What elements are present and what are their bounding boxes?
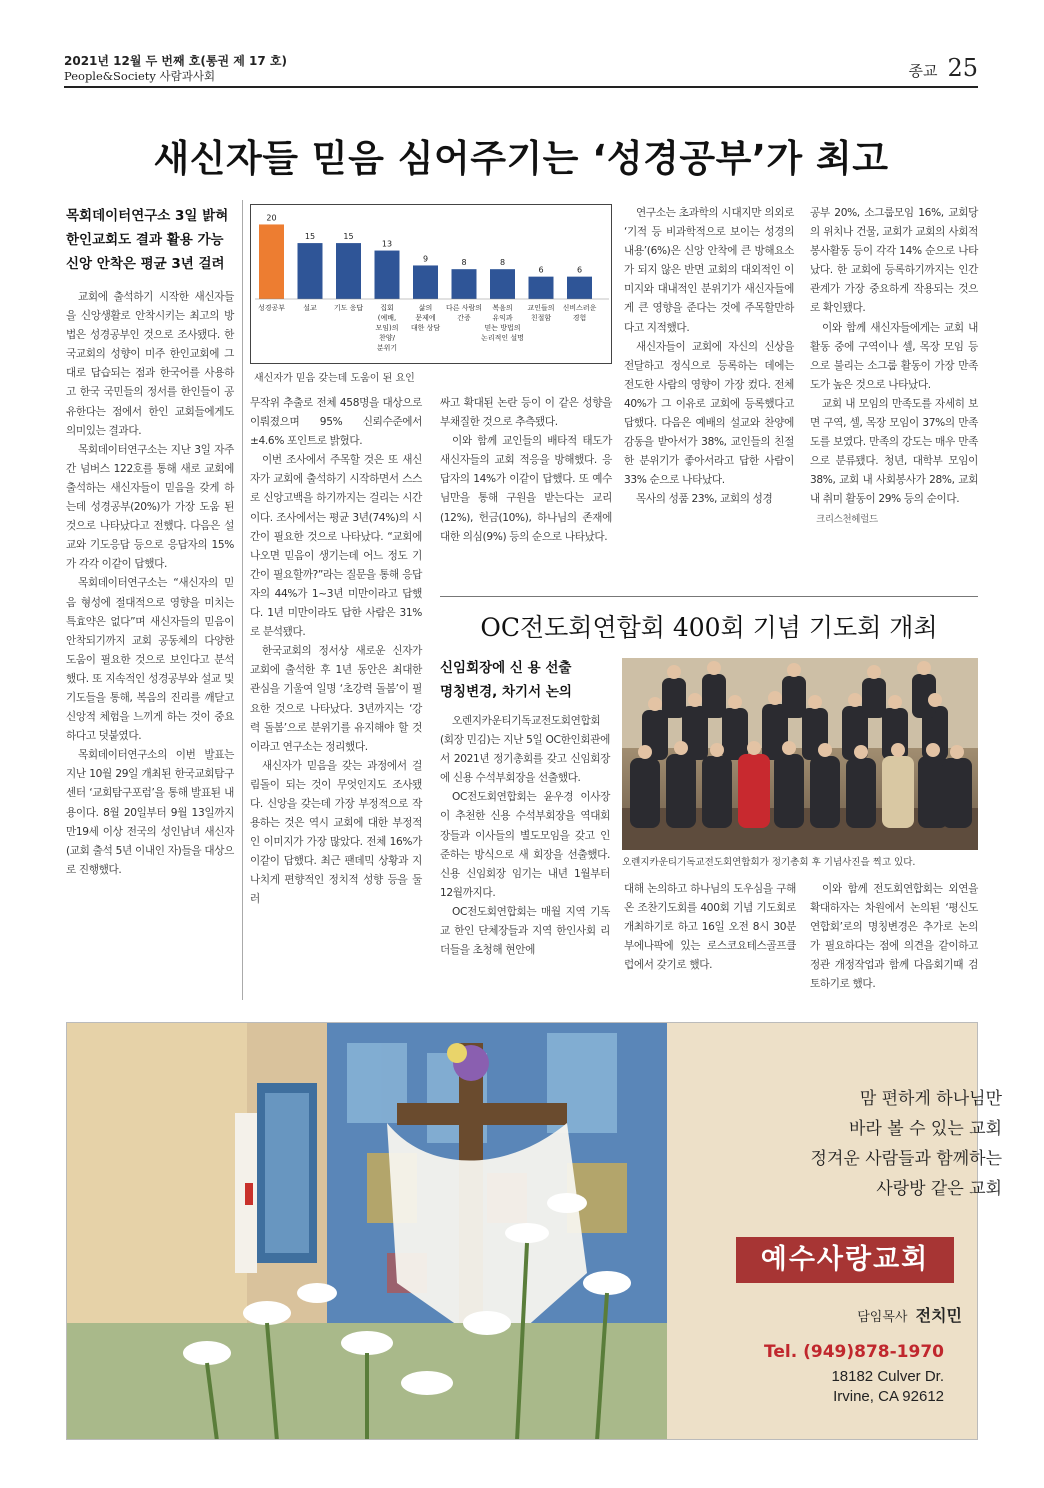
paragraph: 공부 20%, 소그룹모임 16%, 교회당의 위치나 건물, 교회가 교회의 사회적 봉사활동 등이 각각 14% 순으로 나타났다. 한 교회에 등록하기까지는 인간관계가 가장 중요하게 작용되는 것으로 확인됐다.	[810, 207, 978, 315]
bar-value-label: 13	[381, 239, 393, 249]
church-name-banner: 예수사랑교회	[736, 1237, 954, 1283]
article2-column-2	[624, 880, 796, 975]
category-label: 복음의 유익과 믿는 방법의 논리적인 설명	[481, 304, 524, 342]
bar-value-label: 15	[343, 232, 354, 242]
paragraph: 목사의 성품 23%, 교회의 성경	[636, 493, 773, 506]
category-label: 성경공부	[257, 304, 286, 312]
subhead-line: 명칭변경, 차기서 논의	[440, 684, 572, 700]
address-line: Irvine, CA 92612	[833, 1388, 944, 1405]
publication-name: People&Society 사람과사회	[64, 69, 216, 83]
paragraph: 목회데이터연구소의 이번 발표는 지난 10월 29일 개최된 한국교회탐구센터 ‘교회탐구포럼’을 통해 발표된 내용이다. 8월 20일부터 9월 13일까지 만19세 이상 전국의 성인남녀 새신자(교회 출석 5년 이내인 자)들을 대상으로 진행했다.	[66, 749, 234, 876]
article1-headline: 새신자들 믿음 심어주기는 ‘성경공부’가 최고	[153, 137, 889, 180]
group-photo	[622, 658, 978, 850]
masthead	[64, 50, 978, 88]
article1-subheads	[66, 204, 228, 276]
article1-column-4	[624, 204, 794, 510]
bar	[259, 224, 284, 299]
bar	[452, 269, 477, 299]
paragraph: 이번 조사에서 주목할 것은 또 새신자가 교회에 출석하기 시작하면서 스스로 신앙고백을 하기까지는 걸리는 시간이다. 조사에서는 평균 3년(74%)의 시간이 필요한 것으로 나타났다. “교회에 나오면 믿음이 생기는데 어느 정도 기간이 필요할까?”라는 질문을 통해 응답자의 44%가 1~3년 미만이라고 답했다. 1년 미만이라도 답한 사람은 31%로 분석됐다.	[250, 454, 422, 639]
section-and-page	[908, 54, 978, 82]
paragraph: 대해 논의하고 하나님의 도우심을 구해 온 조찬기도회를 400회 기념 기도회로 개최하기로 하고 16일 오전 8시 30분 부에나팍에 있는 로스코요테스골프클럽에서 갖기로 했다.	[624, 883, 796, 972]
article2-headline: OC전도회연합회 400회 기념 기도회 개최	[480, 613, 938, 642]
article2-subheads	[440, 656, 572, 704]
bar-value-label: 9	[422, 254, 429, 264]
bar	[375, 251, 400, 299]
category-label: 다른 사람의 간증	[445, 304, 483, 322]
ad-slogan-line: 바라 볼 수 있는 교회	[849, 1119, 1002, 1139]
article1-column-3	[440, 394, 612, 547]
section-divider	[440, 596, 978, 597]
bar-value-label: 8	[499, 258, 506, 268]
article2-column-1	[440, 712, 610, 960]
bar	[567, 277, 592, 299]
ad-slogan-line: 맘 편하게 하나님만	[859, 1089, 1002, 1109]
paragraph: 오렌지카운티기독교전도회연합회(회장 민김)는 지난 5일 OC한인회관에서 2021년 정기총회를 갖고 신임회장에 신용 수석부회장을 선출했다.	[440, 715, 610, 785]
paragraph: 싸고 확대된 논란 등이 이 같은 성향을 부채질한 것으로 추측됐다.	[440, 397, 612, 429]
chart-caption: 새신자가 믿음 갖는데 도움이 된 요인	[254, 373, 415, 384]
paragraph: 교회에 출석하기 시작한 새신자들을 신앙생활로 안착시키는 최고의 방법은 성경공부인 것으로 조사됐다. 한국교회의 성향이 미주 한인교회에 그대로 답습되는 점과 한국어를 사용하고 한국 국민들의 정서를 한인들이 공유한다는 점에서 한인 교회들에게도 의미있는 결과다.	[66, 291, 234, 437]
bar-chart-svg	[251, 205, 613, 365]
pastor-title: 담임목사	[857, 1310, 908, 1325]
paragraph: 목회데이터연구소는 “새신자의 믿음 형성에 절대적으로 영향을 미치는 특효약은 없다”며 새신자들의 믿음이 안착되기까지 교회 공동체의 다양한 도움이 필요한 것으로 보인다고 분석했다. 또 지속적인 성경공부와 설교 및 기도들을 통해, 복음의 진리를 깨닫고 신앙적 체험을 느끼게 하는 것이 중요하다고 덧붙였다.	[66, 577, 234, 743]
paragraph: OC전도회연합회는 매월 지역 기독교 한인 단체장들과 지역 한인사회 리더들을 초청해 현안에	[440, 905, 610, 957]
paragraph: 새신자가 믿음을 갖는 과정에서 걸림돌이 되는 것이 무엇인지도 조사됐다. 신앙을 갖는데 가장 부정적으로 작용하는 것은 역시 교회에 대한 부정적인 이미지가 가장 많았다. 전체 16%가 이같이 답했다. 최근 팬데믹 상황과 지나치게 편향적인 정치적 성향 등을 둘러	[250, 759, 422, 906]
category-label: 삶의 문제에 대한 상담	[410, 304, 441, 332]
photo-caption: 오렌지카운티기독교전도회연합회가 정기총회 후 기념사진을 찍고 있다.	[622, 857, 916, 868]
paragraph: OC전도회연합회는 윤우경 이사장이 추천한 신용 수석부회장을 역대회장들과 이사들의 별도모임을 갖고 인준하는 방식으로 새 회장을 선출했다. 신용 신임회장 임기는 내년 1월부터 12월까지다.	[440, 791, 610, 899]
paragraph: 이와 함께 새신자들에게는 교회 내 활동 중에 구역이나 셀, 목장 모임 등으로 불리는 소그룹 활동이 가장 만족도가 높은 것으로 나타났다.	[810, 321, 978, 391]
subhead-line: 한인교회도 결과 활용 가능	[66, 232, 224, 248]
bar-value-label: 6	[538, 265, 544, 275]
category-label: 신비스러운 경험	[562, 304, 597, 322]
ad-slogan-line: 정겨운 사람들과 함께하는	[810, 1149, 1002, 1169]
bar-value-label: 6	[576, 265, 583, 275]
category-label: 설교	[303, 304, 317, 312]
bar	[336, 243, 361, 299]
paragraph: 한국교회의 정서상 새로운 신자가 교회에 출석한 후 1년 동안은 최대한 관심을 기울여 일명 ‘초강력 돌봄’이 필요한 것으로 나타났다. 3년까지는 ‘강력 돌봄’으로 분위기를 유지해야 할 것이라고 연구소는 정리했다.	[250, 645, 422, 753]
paragraph: 교회 내 모임의 만족도를 자세히 보면 구역, 셀, 목장 모임이 37%의 만족도를 보였다. 만족의 강도는 매우 만족으로 분류됐다. 청년, 대학부 모임이 38%, 교회 내 사회봉사가 28%, 교회 내 취미 활동이 29% 등의 순이다.	[810, 397, 978, 506]
paragraph: 연구소는 초과학의 시대지만 의외로 ‘기적 등 비과학적으로 보이는 성경의 내용’(6%)은 신앙 안착에 큰 방해요소가 되지 않은 반면 교회의 대외적인 이미지와 대내적인 분위기가 새신자들에게 큰 영향을 준다는 것에 주목할만하다고 지적했다.	[624, 207, 794, 334]
bar-chart	[250, 204, 612, 364]
paragraph: 목회데이터연구소는 지난 3일 자주간 넘버스 122호를 통해 새로 교회에 출석하는 새신자들이 믿음을 갖게 하는데 성경공부(20%)가 가장 도움 된 것으로 나타났다고 전했다. 다음은 설교와 기도응답 등으로 응답자의 15%가 각각 이같이 답했다.	[66, 443, 234, 571]
article2-column-3	[810, 880, 978, 995]
section-label: 종교	[908, 62, 938, 80]
address-line: 18182 Culver Dr.	[831, 1368, 944, 1385]
subhead-line: 목회데이터연구소 3일 밝혀	[66, 208, 229, 224]
phone-number: Tel. (949)878-1970	[764, 1342, 944, 1362]
paragraph: 이와 함께 전도회연합회는 외연을 확대하자는 차원에서 논의된 ‘평신도연합회’로의 명칭변경은 추가로 논의가 필요하다는 점에 의견을 같이하고 정관 개정작업과 함께 다음회기때 검토하기로 했다.	[810, 883, 978, 991]
page-number: 25	[947, 54, 978, 82]
issue-line: 2021년 12월 두 번째 호(통권 제 17 호)	[64, 54, 287, 68]
bar	[413, 265, 438, 299]
bar-value-label: 20	[266, 213, 277, 223]
article1-column-1	[66, 288, 234, 880]
column-divider	[242, 200, 243, 1000]
article1-column-2	[250, 394, 422, 910]
paragraph: 새신자들이 교회에 자신의 신상을 전달하고 정식으로 등록하는 데에는 전도한 사람의 영향이 가장 컸다. 전체 40%가 그 이유로 교회에 등록했다고 답했다. 다음은 예배의 설교와 찬양에 감동을 받아서가 38%, 교인들의 친절한 분위기가 좋아서라고 답한 사람이 33% 순으로 나타났다.	[624, 340, 794, 487]
subhead-line: 신앙 안착은 평균 3년 걸려	[66, 256, 225, 272]
byline-credit: 크리스천헤럴드	[816, 513, 878, 525]
bar-value-label: 8	[461, 258, 467, 268]
bar-value-label: 15	[304, 232, 316, 242]
paragraph: 무작위 추출로 전체 458명을 대상으로 이뤄졌으며 95% 신뢰수준에서 ±4.6% 포인트로 밝혔다.	[250, 397, 422, 448]
bar	[529, 277, 554, 299]
category-label: 기도 응답	[333, 304, 364, 312]
subhead-line: 신임회장에 신 용 선출	[440, 660, 572, 676]
pastor-line	[857, 1303, 962, 1326]
bar	[298, 243, 323, 299]
category-label: 집회 (예배, 모임)의 찬양/ 분위기	[375, 304, 399, 352]
article1-column-5	[810, 204, 978, 529]
pastor-name: 전치민	[915, 1306, 962, 1325]
bar	[490, 269, 515, 299]
group-photo-illustration	[622, 658, 978, 850]
category-label: 교인들의 친절함	[527, 304, 555, 322]
ad-slogan-line: 사랑방 같은 교회	[876, 1179, 1002, 1199]
paragraph: 이와 함께 교인들의 배타적 태도가 새신자들의 교회 적응을 방해했다. 응답자의 14%가 이같이 답했다. 또 예수님만을 통해 구원을 받는다는 교리(12%), 헌금(10%), 하나님의 존재에 대한 의심(9%) 등의 순으로 나타났다.	[440, 435, 612, 543]
